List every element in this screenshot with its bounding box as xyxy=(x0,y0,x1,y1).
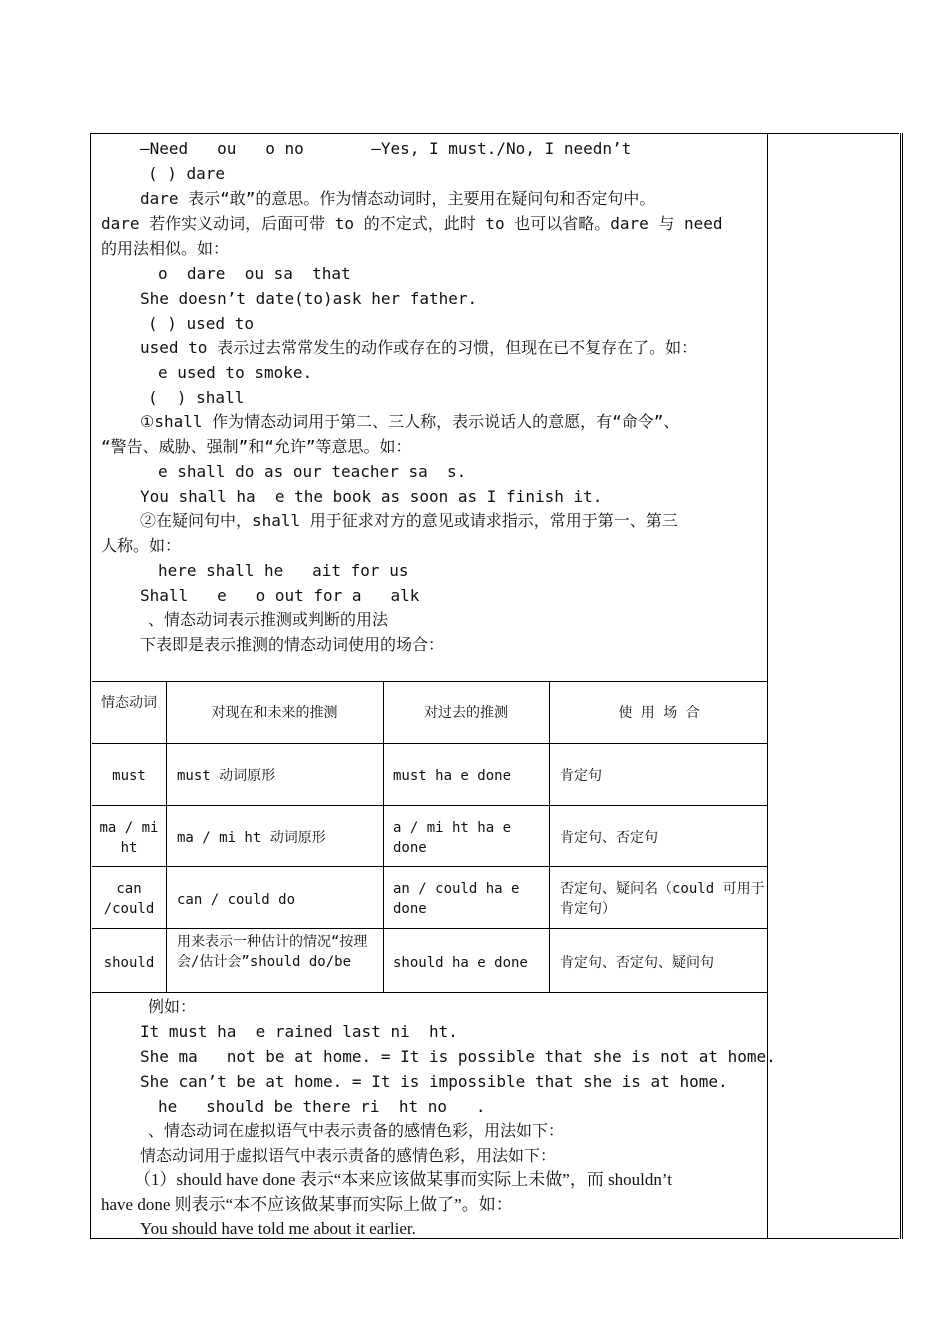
text-line: ( ) shall xyxy=(148,388,245,407)
table-cell: must xyxy=(112,768,146,784)
text-line: 例如： xyxy=(148,997,197,1016)
text-line: 的用法相似。如： xyxy=(101,239,230,258)
header-past: 对过去的推测 xyxy=(424,705,508,721)
text-line: She doesn’t date(to)ask her father. xyxy=(140,289,478,308)
text-line: Shall e o out for a alk xyxy=(140,586,420,605)
table-cell: ma / mi ht xyxy=(99,820,159,856)
header-present-future: 对现在和未来的推测 xyxy=(211,705,338,721)
frame-right-edge xyxy=(900,133,903,1239)
text-line: You should have told me about it earlier. xyxy=(140,1219,416,1238)
text-line: 人称。如： xyxy=(101,536,182,555)
text-line: dare 若作实义动词，后面可带 to 的不定式，此时 to 也可以省略。dare 与 need xyxy=(101,214,723,233)
header-modal-verb: 情态动词 xyxy=(101,695,157,711)
table-cell: 否定句、疑问名（could 可用于肯定句） xyxy=(560,881,765,917)
text-line: 、情态动词表示推测或判断的用法 xyxy=(148,610,389,629)
text-line: ①shall 作为情态动词用于第二、三人称，表示说话人的意愿，有“命令”、 xyxy=(140,412,680,431)
text-line: dare 表示“敢”的意思。作为情态动词时，主要用在疑问句和否定句中。 xyxy=(140,189,656,208)
table-cell: should ha e done xyxy=(393,955,528,971)
text-line: o dare ou sa that xyxy=(158,264,351,283)
text-line: （1）should have done 表示“本来应该做某事而实际上未做”，而 shouldn’t xyxy=(134,1170,672,1189)
table-cell: a / mi ht ha e done xyxy=(393,820,512,856)
text-line: 、情态动词在虚拟语气中表示责备的感情色彩，用法如下： xyxy=(148,1121,565,1140)
text-line: have done 则表示“本不应该做某事而实际上做了”。如： xyxy=(101,1195,513,1214)
text-line: ( ) used to xyxy=(148,314,254,333)
table-cell: ma / mi ht 动词原形 xyxy=(177,830,326,846)
text-line: ( ) dare xyxy=(148,164,226,183)
table-cell: should xyxy=(103,955,155,971)
text-line: e shall do as our teacher sa s. xyxy=(158,462,467,481)
text-line: ②在疑问句中，shall 用于征求对方的意见或请求指示，常用于第一、第三 xyxy=(140,511,678,530)
table-cell: must 动词原形 xyxy=(177,768,276,784)
table-cell: can / could do xyxy=(177,892,296,908)
text-line: e used to smoke. xyxy=(158,363,313,382)
text-line: he should be there ri ht no . xyxy=(158,1097,486,1116)
header-usage: 使 用 场 合 xyxy=(618,705,700,721)
modal-verb-table xyxy=(92,681,768,993)
text-line: It must ha e rained last ni ht. xyxy=(140,1022,458,1041)
text-line: 下表即是表示推测的情态动词使用的场合： xyxy=(140,635,445,654)
table-cell: 肯定句、否定句、疑问句 xyxy=(560,955,714,971)
text-line: “警告、威胁、强制”和“允许”等意思。如： xyxy=(101,437,412,456)
text-line: She ma not be at home. = It is possible that she is not at home. xyxy=(140,1047,776,1066)
table-cell: must ha e done xyxy=(393,768,512,784)
table-cell: can /could xyxy=(103,881,155,917)
table-cell: an / could ha e done xyxy=(393,881,520,917)
table-cell: 肯定句 xyxy=(560,768,602,784)
text-line: —Need ou o no —Yes, I must./No, I needn’t xyxy=(140,139,632,158)
table-cell: 肯定句、否定句 xyxy=(560,830,658,846)
text-line: You shall ha e the book as soon as I finish it. xyxy=(140,487,603,506)
text-line: used to 表示过去常常发生的动作或存在的习惯，但现在已不复存在了。如： xyxy=(140,338,698,357)
text-line: 情态动词用于虚拟语气中表示责备的感情色彩，用法如下： xyxy=(140,1146,557,1165)
text-line: here shall he ait for us xyxy=(158,561,409,580)
text-line: She can’t be at home. = It is impossible that she is at home. xyxy=(140,1072,728,1091)
table-cell: 用来表示一种估计的情况“按理会/估计会”should do/be xyxy=(177,934,368,970)
